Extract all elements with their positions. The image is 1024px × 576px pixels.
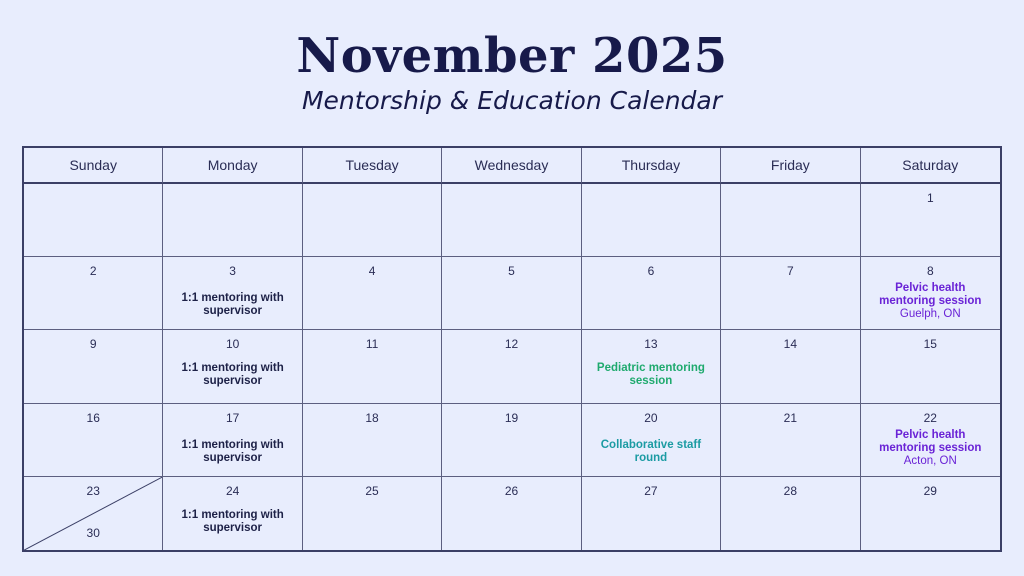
day-number: 29 [923, 483, 937, 498]
page-title: November 2025 [296, 28, 728, 84]
day-number-second: 30 [86, 525, 100, 540]
calendar-day-25[interactable] [303, 477, 442, 550]
day-number: 23 [86, 483, 100, 498]
event-title: 1:1 mentoring with supervisor [181, 508, 284, 534]
day-number: 27 [644, 483, 658, 498]
calendar-day-10[interactable] [163, 330, 302, 403]
calendar-event[interactable] [588, 439, 714, 465]
day-number: 24 [225, 483, 240, 498]
calendar-empty-cell[interactable] [721, 184, 860, 257]
day-number: 7 [787, 264, 794, 279]
calendar-day-17[interactable] [163, 404, 302, 477]
event-location: Guelph, ON [899, 308, 961, 321]
day-number: 12 [504, 337, 519, 352]
calendar-day-3[interactable] [163, 257, 302, 330]
calendar-day-2[interactable] [24, 257, 163, 330]
calendar-day-19[interactable] [442, 404, 581, 477]
calendar-empty-cell[interactable] [303, 184, 442, 257]
calendar-day-27[interactable] [582, 477, 721, 550]
day-number: 1 [926, 191, 934, 205]
event-location: Acton, ON [903, 454, 957, 467]
calendar-empty-cell[interactable] [24, 184, 163, 257]
day-number: 18 [365, 410, 379, 425]
calendar-day-29[interactable] [861, 477, 1000, 550]
weekday-header-monday: Monday [163, 148, 302, 184]
calendar-day-18[interactable] [303, 404, 442, 477]
calendar-grid [24, 148, 1000, 550]
day-number: 22 [923, 410, 937, 425]
day-number: 14 [783, 337, 798, 352]
day-number: 3 [229, 264, 236, 279]
weekday-header-thursday: Thursday [582, 148, 721, 184]
calendar-day-5[interactable] [442, 257, 581, 330]
calendar-day-23[interactable] [24, 477, 163, 550]
day-number: 26 [504, 483, 519, 498]
day-number: 11 [365, 337, 379, 352]
event-title: Pediatric mentoring session [596, 362, 705, 388]
calendar-empty-cell[interactable] [582, 184, 721, 257]
calendar-day-4[interactable] [303, 257, 442, 330]
day-number: 5 [508, 264, 515, 279]
weekday-header-friday: Friday [721, 148, 860, 184]
event-title: 1:1 mentoring with supervisor [181, 292, 284, 318]
calendar-day-20[interactable] [582, 404, 721, 477]
day-number: 2 [89, 264, 97, 279]
day-number: 25 [365, 483, 379, 498]
calendar-day-6[interactable] [582, 257, 721, 330]
calendar-day-7[interactable] [721, 257, 860, 330]
day-number: 15 [923, 337, 937, 352]
calendar-day-16[interactable] [24, 404, 163, 477]
calendar-day-9[interactable] [24, 330, 163, 403]
day-number: 21 [783, 410, 798, 425]
day-number: 17 [225, 410, 240, 425]
calendar-day-22[interactable] [861, 404, 1000, 477]
calendar-event[interactable] [169, 439, 295, 465]
day-number: 6 [647, 264, 655, 279]
calendar-event[interactable] [169, 509, 295, 535]
calendar-day-26[interactable] [442, 477, 581, 550]
weekday-header-wednesday: Wednesday [442, 148, 581, 184]
page-subtitle: Mentorship & Education Calendar [301, 86, 723, 115]
day-number: 4 [368, 264, 376, 279]
calendar-day-13[interactable] [582, 330, 721, 403]
day-number: 19 [504, 410, 519, 425]
event-title: Collaborative staff round [600, 438, 702, 464]
calendar-day-21[interactable] [721, 404, 860, 477]
calendar-day-8[interactable] [861, 257, 1000, 330]
calendar-event[interactable] [169, 292, 295, 318]
calendar-day-12[interactable] [442, 330, 581, 403]
day-number: 16 [86, 410, 100, 425]
weekday-header-saturday: Saturday [861, 148, 1000, 184]
event-title: Pelvic health mentoring session [879, 282, 982, 308]
calendar-day-1[interactable] [861, 184, 1000, 257]
day-number: 13 [644, 337, 658, 352]
calendar-day-14[interactable] [721, 330, 860, 403]
day-number: 8 [926, 264, 934, 279]
weekday-header-tuesday: Tuesday [303, 148, 442, 184]
day-number: 20 [644, 410, 658, 425]
calendar-empty-cell[interactable] [442, 184, 581, 257]
calendar-day-15[interactable] [861, 330, 1000, 403]
day-number: 28 [783, 483, 798, 498]
day-number: 9 [89, 337, 97, 352]
day-number: 10 [225, 337, 240, 352]
event-title: 1:1 mentoring with supervisor [181, 438, 284, 464]
calendar-event[interactable] [169, 362, 295, 388]
calendar-event[interactable] [867, 429, 994, 468]
calendar-table [22, 146, 1002, 552]
event-title: Pelvic health mentoring session [879, 428, 982, 454]
calendar-day-24[interactable] [163, 477, 302, 550]
event-title: 1:1 mentoring with supervisor [181, 362, 284, 388]
calendar-day-28[interactable] [721, 477, 860, 550]
calendar-day-11[interactable] [303, 330, 442, 403]
weekday-header-sunday: Sunday [24, 148, 163, 184]
calendar-event[interactable] [588, 362, 714, 388]
calendar-event[interactable] [867, 282, 994, 321]
calendar-empty-cell[interactable] [163, 184, 302, 257]
